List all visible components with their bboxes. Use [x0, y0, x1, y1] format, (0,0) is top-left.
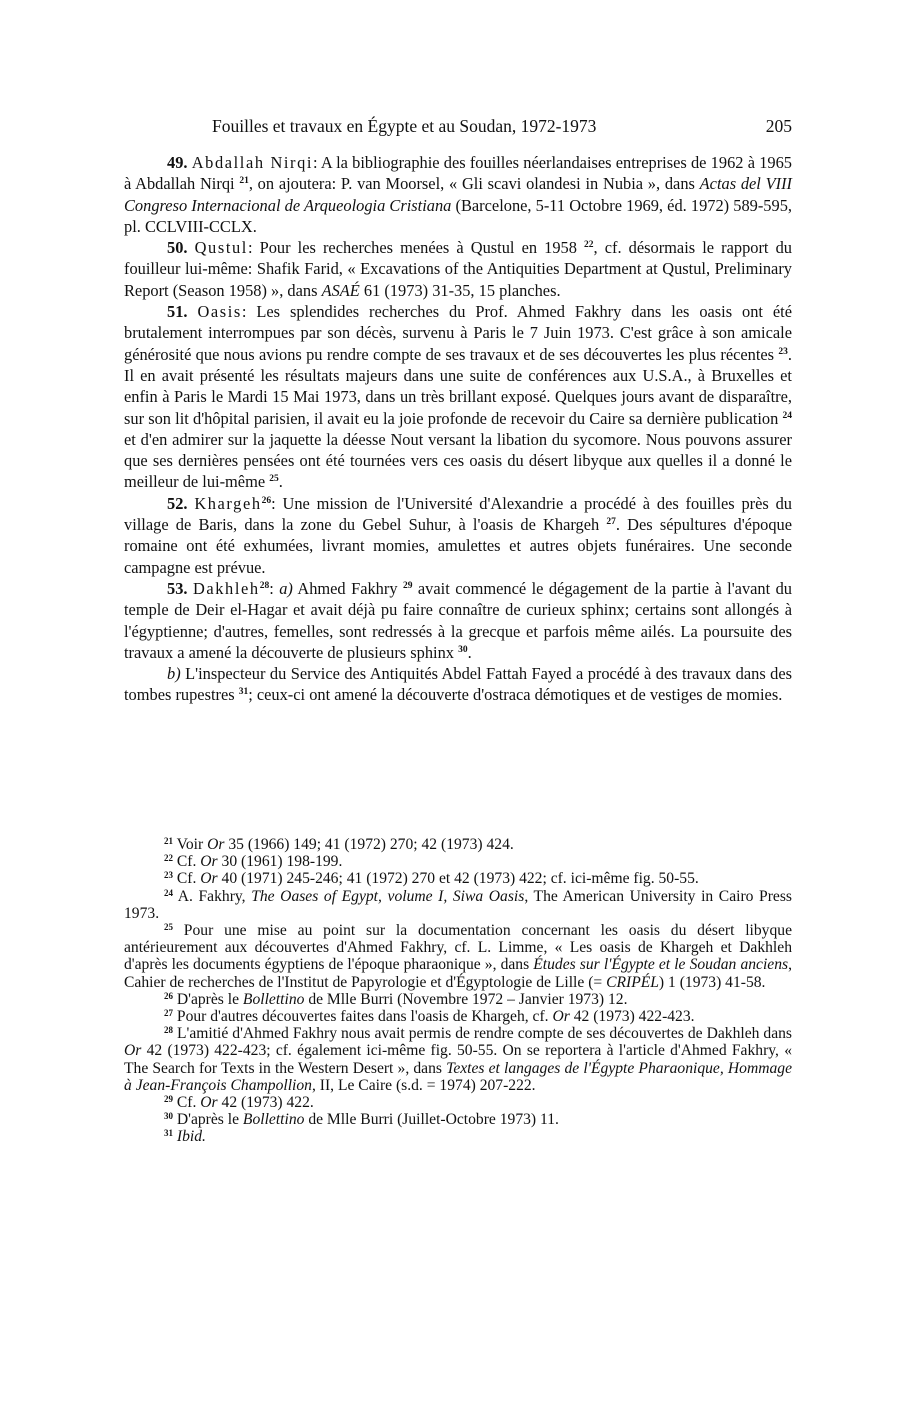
text-run: : Pour les recherches menées à Qustul en 1958 [247, 238, 585, 258]
italic-run: Études sur l'Égypte et le Soudan anciens [533, 956, 789, 974]
text-run: , on ajoutera: P. van Moorsel, « Gli scavi olandesi in Nubia », dans [248, 174, 700, 194]
text-run: de Mlle Burri (Juillet-Octobre 1973) 11. [304, 1111, 559, 1129]
text-run: et d'en admirer sur la jaquette la déesse Nout versant la libation du sycomore. Nous pouvons assurer que ses dernières pensées ont été tournées vers ces oasis du désert libyque aux quelles il a donné le meilleur de lui-même [124, 429, 792, 492]
italic-run: Or [124, 1042, 142, 1060]
footnote-ref: 23 [778, 346, 788, 357]
entry-name: Khargeh [194, 493, 262, 513]
footnote-number: 26 [164, 990, 173, 1001]
footnote-ref: 22 [584, 240, 594, 251]
text-run: Voir [173, 836, 208, 853]
entry-name: Dakhleh [192, 578, 260, 598]
footnote [124, 888, 792, 922]
text-run: 42 (1973) 422-423. [569, 1008, 695, 1026]
italic-run: Or [207, 836, 225, 853]
footnote-number: 23 [164, 870, 173, 881]
entry-name: Abdallah Nirqi [191, 153, 314, 172]
text-run: . Des sépultures d'époque romaine ont été exhumées, livrant momies, amulettes et autres objets funéraires. Une seconde campagne est prévue. [124, 515, 792, 577]
entry-name: Qustul [194, 238, 248, 258]
text-run: L'inspecteur du Service des Antiquités Abdel Fattah Fayed a procédé à des travaux dans des tombes rupestres [124, 664, 792, 705]
italic-run: a) [279, 578, 293, 598]
italic-run: Or [200, 1094, 218, 1112]
entry-number: 50. [167, 238, 188, 258]
text-run: 42 (1973) 422-423; cf. également ici-même fig. 50-55. On se reportera à l'article d'Ahmed Fakhry, « The Search for Texts in the Western Desert », dans [124, 1042, 792, 1077]
text-run: 35 (1966) 149; 41 (1972) 270; 42 (1973) 424. [224, 836, 514, 853]
footnote-ref: 30 [458, 644, 468, 655]
text-run: , II, Le Caire (s.d. = 1974) 207-222. [311, 1076, 536, 1094]
text-run: 40 (1971) 245-246; 41 (1972) 270 et 42 (1973) 422; cf. ici-même fig. 50-55. [217, 870, 699, 888]
italic-run: b) [167, 664, 181, 684]
italic-run: Or [552, 1008, 570, 1026]
italic-run: Or [200, 870, 218, 888]
text-run: de Mlle Burri (Novembre 1972 – Janvier 1973) 12. [304, 990, 628, 1008]
footnotes [124, 836, 792, 1146]
text-run: , Cahier de recherches de l'Institut de Papyrologie et d'Égyptologie de Lille (= [124, 956, 792, 991]
footnote-number: 24 [164, 887, 173, 898]
entry-number: 51. [167, 302, 188, 322]
text-run: . [278, 472, 283, 492]
body-text [124, 152, 792, 706]
italic-run: Actas del VIII Congreso Internacional de Arqueologia Cristiana [124, 174, 792, 215]
paragraph [124, 237, 792, 301]
italic-run: Textes et langages de l'Égypte Pharaonique, Hommage à Jean-François Champollion [124, 1059, 792, 1094]
footnote-number: 22 [164, 853, 173, 864]
entry-name: Oasis [197, 302, 242, 322]
footnote [124, 836, 792, 853]
text-run: Cf. [173, 1094, 201, 1112]
footnote-ref: 27 [606, 517, 616, 528]
text-run: Pour une mise au point sur la documentation concernant les oasis du désert libyque antérieurement aux découvertes d'Ahmed Fakhry, cf. L. Limme, « Les oasis de Khargeh et Dakhleh d'après les documents égyptiens de l'époque pharaonique », dans [124, 922, 792, 974]
footnote [124, 853, 792, 870]
footnote-number: 28 [164, 1025, 173, 1036]
entry-number: 52. [167, 493, 188, 513]
text-run: : Une mission de l'Université d'Alexandrie a procédé à des fouilles près du village de Baris, dans la zone du Gebel Suhur, à l'oasis de Khargeh [124, 493, 792, 535]
text-run: 42 (1973) 422. [217, 1094, 314, 1112]
footnote [124, 991, 792, 1008]
running-title: Fouilles et travaux en Égypte et au Soudan, 1972-1973 [212, 116, 597, 136]
footnote-ref: 29 [402, 580, 413, 591]
footnote [124, 1128, 792, 1145]
italic-run: Ibid. [176, 1128, 206, 1146]
footnote-number: 31 [164, 1128, 173, 1139]
paragraph [124, 301, 792, 493]
text-run: . [467, 642, 472, 662]
italic-run: Or [200, 853, 218, 871]
text-run: , cf. désormais le rapport du fouilleur lui-même: Shafik Farid, « Excavations of the Antiquities Department at Qustul, Preliminary Report (Season 1958) », dans [124, 238, 792, 300]
footnote-ref: 25 [269, 474, 279, 485]
entry-number: 53. [167, 578, 188, 598]
footnote-ref: 28 [259, 580, 270, 591]
footnote-number: 27 [164, 1008, 173, 1019]
text-run: 61 (1973) 31-35, 15 planches. [359, 280, 561, 300]
footnote-ref: 31 [238, 687, 249, 698]
text-run: : A la bibliographie des fouilles néerlandaises entreprises de 1962 à 1965 à Abdallah Nirqi [124, 153, 792, 194]
footnote [124, 1008, 792, 1025]
text-run: (Barcelone, 5-11 Octobre 1969, éd. 1972) 589-595, pl. CCLVIII-CCLX. [124, 195, 792, 236]
paragraph [124, 493, 792, 578]
footnote [124, 1025, 792, 1094]
text-run: : [269, 578, 280, 598]
footnote [124, 922, 792, 991]
footnote [124, 1111, 792, 1128]
footnote-number: 25 [164, 922, 173, 933]
running-header [212, 114, 792, 138]
italic-run: Bollettino [242, 990, 305, 1008]
footnote-ref: 26 [261, 495, 272, 506]
italic-run: The Oases of Egypt, volume I, Siwa Oasis [251, 887, 525, 905]
text-run: avait commencé le dégagement de la partie à l'avant du temple de Deir el-Hagar et avait déjà pu faire connaître de curieux sphinx; certains sont allongés à l'égyptienne; d'autres, femelles, sont redressés à la grecque et parfois même ailés. La poursuite des travaux a amené la découverte de plusieurs sphinx [124, 578, 792, 662]
italic-run: Bollettino [242, 1111, 305, 1129]
paragraph [124, 663, 792, 706]
text-run: Cf. [173, 853, 201, 871]
footnote [124, 870, 792, 887]
footnote-number: 21 [164, 836, 173, 846]
text-run: 30 (1961) 198-199. [217, 853, 343, 871]
text-run: . Il en avait présenté les résultats majeurs dans une suite de conférences aux U.S.A., à Bruxelles et enfin à Paris le Mardi 15 Mai 1973, dans un très brillant exposé. Quelques jours avant de disparaître, sur son lit d'hôpital parisien, il avait eu la joie profonde de recevoir du Caire sa dernière publication [124, 344, 792, 428]
italic-run: CRIPÉL [606, 973, 659, 991]
page-number: 205 [765, 116, 792, 136]
text-run: D'après le [173, 1111, 243, 1129]
text-run: : Les splendides recherches du Prof. Ahmed Fakhry dans les oasis ont été brutalement interrompues par son décès, survenu à Paris le 7 Juin 1973. C'est grâce à son amicale générosité que nous avions pu rendre compte de ses travaux et de ses découvertes les plus récentes [124, 302, 792, 364]
paragraph [124, 578, 792, 663]
footnote-number: 29 [164, 1094, 173, 1105]
paragraph [124, 152, 792, 237]
footnote [124, 1094, 792, 1111]
footnote-ref: 24 [782, 410, 792, 421]
text-run: D'après le [173, 990, 243, 1008]
text-run: , The American University in Cairo Press 1973. [124, 887, 792, 922]
text-run: L'amitié d'Ahmed Fakhry nous avait permis de rendre compte de ses découvertes de Dakhleh dans [173, 1025, 792, 1043]
text-run: Cf. [173, 870, 201, 888]
footnote-ref: 21 [239, 176, 249, 187]
italic-run: ASAÉ [321, 280, 360, 300]
text-run: ) 1 (1973) 41-58. [658, 973, 766, 991]
text-run: Pour d'autres découvertes faites dans l'oasis de Khargeh, cf. [173, 1008, 553, 1026]
text-run: Ahmed Fakhry [292, 578, 403, 598]
footnote-number: 30 [164, 1111, 173, 1122]
text-run: ; ceux-ci ont amené la découverte d'ostraca démotiques et de vestiges de momies. [248, 685, 783, 705]
entry-number: 49. [167, 153, 188, 172]
text-run: A. Fakhry, [173, 887, 252, 905]
